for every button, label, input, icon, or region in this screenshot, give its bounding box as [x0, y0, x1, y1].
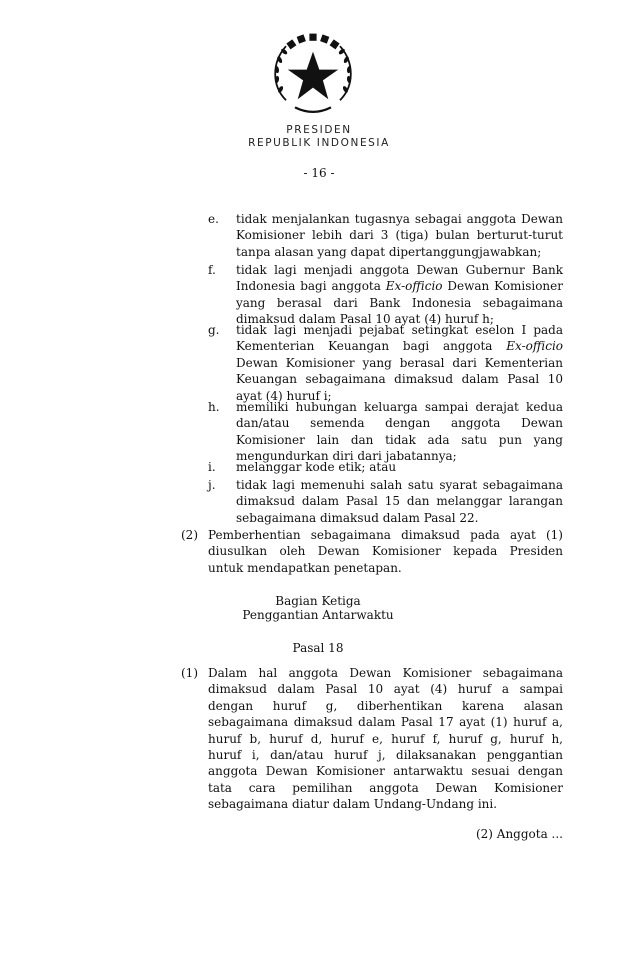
- text-segment: Dewan Komisioner: [447, 279, 563, 294]
- list-item-f: [236, 262, 563, 328]
- paragraph-2: [208, 527, 563, 576]
- text-line: Komisioner lebih dari 3 (tiga) bulan berturut-turut: [236, 228, 563, 243]
- item-label-g: g.: [208, 323, 220, 337]
- item-label-i: i.: [208, 460, 216, 474]
- text-line: sebagaimana diatur dalam Undang-Undang ini.: [208, 797, 498, 812]
- text-line: [236, 338, 563, 354]
- text-line: dimaksud dalam Pasal 10 ayat (4) huruf h;: [236, 312, 494, 327]
- list-item-j: [236, 477, 563, 526]
- text-line: tidak menjalankan tugasnya sebagai anggota Dewan: [236, 212, 563, 226]
- italic-term: Ex-officio: [385, 279, 443, 294]
- paragraph-label-1: (1): [181, 666, 198, 680]
- text-line: dimaksud dalam Pasal 10 ayat (4) huruf a sampai: [208, 682, 563, 697]
- text-line: mengundurkan diri dari jabatannya;: [236, 449, 457, 464]
- text-line: Dalam hal anggota Dewan Komisioner sebagaimana: [208, 666, 563, 680]
- item-label-e: e.: [208, 212, 219, 226]
- text-line: huruf b, huruf d, huruf e, huruf f, huruf g, huruf h,: [208, 731, 563, 746]
- text-line: yang berasal dari Bank Indonesia sebagaimana: [236, 295, 563, 310]
- list-item-e: [236, 211, 563, 260]
- text-line: ayat (4) huruf i;: [236, 388, 332, 403]
- text-line: tata cara pemilihan anggota Dewan Komisioner: [208, 780, 563, 795]
- text-line: tanpa alasan yang dapat dipertanggungjawabkan;: [236, 244, 542, 259]
- text-line: diusulkan oleh Dewan Komisioner kepada Presiden: [208, 544, 563, 559]
- text-line: untuk mendapatkan penetapan.: [208, 560, 402, 575]
- section-subtitle: Penggantian Antarwaktu: [242, 608, 394, 622]
- item-label-j: j.: [208, 478, 216, 492]
- text-segment: Kementerian Keuangan bagi anggota: [236, 339, 493, 354]
- header-presiden: PRESIDEN: [286, 124, 352, 136]
- header-republik-indonesia: REPUBLIK INDONESIA: [248, 137, 390, 149]
- text-line: melanggar kode etik; atau: [236, 460, 397, 474]
- text-line: Pemberhentian sebagaimana dimaksud pada ayat (1): [208, 528, 563, 542]
- text-line: sebagaimana dimaksud dalam Pasal 22.: [236, 510, 479, 525]
- text-line: Keuangan sebagaimana dimaksud dalam Pasal 10: [236, 372, 563, 387]
- continuation-footer: (2) Anggota ...: [475, 827, 563, 841]
- section-title: Bagian Ketiga: [275, 594, 361, 608]
- paragraph-label-2: (2): [181, 528, 198, 542]
- text-line: tidak lagi menjadi pejabat setingkat eselon I pada: [236, 323, 563, 337]
- list-item-i: [236, 459, 563, 475]
- item-label-h: h.: [208, 400, 220, 414]
- text-line: huruf i, dan/atau huruf j, dilaksanakan penggantian: [208, 748, 563, 763]
- paragraph-18-1: [208, 665, 563, 813]
- text-line: tidak lagi menjadi anggota Dewan Gubernur Bank: [236, 263, 563, 277]
- text-segment: Indonesia bagi anggota: [236, 279, 381, 294]
- item-label-f: f.: [208, 263, 216, 277]
- text-line: tidak lagi memenuhi salah satu syarat sebagaimana: [236, 478, 563, 492]
- text-line: Komisioner lain dan tidak ada satu pun yang: [236, 432, 563, 447]
- article-heading: Pasal 18: [292, 641, 344, 655]
- page-number: - 16 -: [303, 166, 335, 180]
- text-line: memiliki hubungan keluarga sampai derajat kedua: [236, 400, 563, 414]
- italic-term: Ex-officio: [506, 339, 563, 354]
- text-line: [236, 278, 563, 294]
- text-line: sebagaimana dimaksud dalam Pasal 17 ayat (1) huruf a,: [208, 715, 563, 730]
- text-line: dan/atau semenda dengan anggota Dewan: [236, 416, 563, 431]
- list-item-g: [236, 322, 563, 404]
- list-item-h: [236, 399, 563, 465]
- text-line: dimaksud dalam Pasal 15 dan melanggar larangan: [236, 494, 563, 509]
- text-line: Dewan Komisioner yang berasal dari Kementerian: [236, 355, 563, 370]
- presiden-seal-emblem: [268, 30, 358, 120]
- text-line: anggota Dewan Komisioner antarwaktu sesuai dengan: [208, 764, 563, 779]
- text-line: dengan huruf g, diberhentikan karena alasan: [208, 698, 563, 713]
